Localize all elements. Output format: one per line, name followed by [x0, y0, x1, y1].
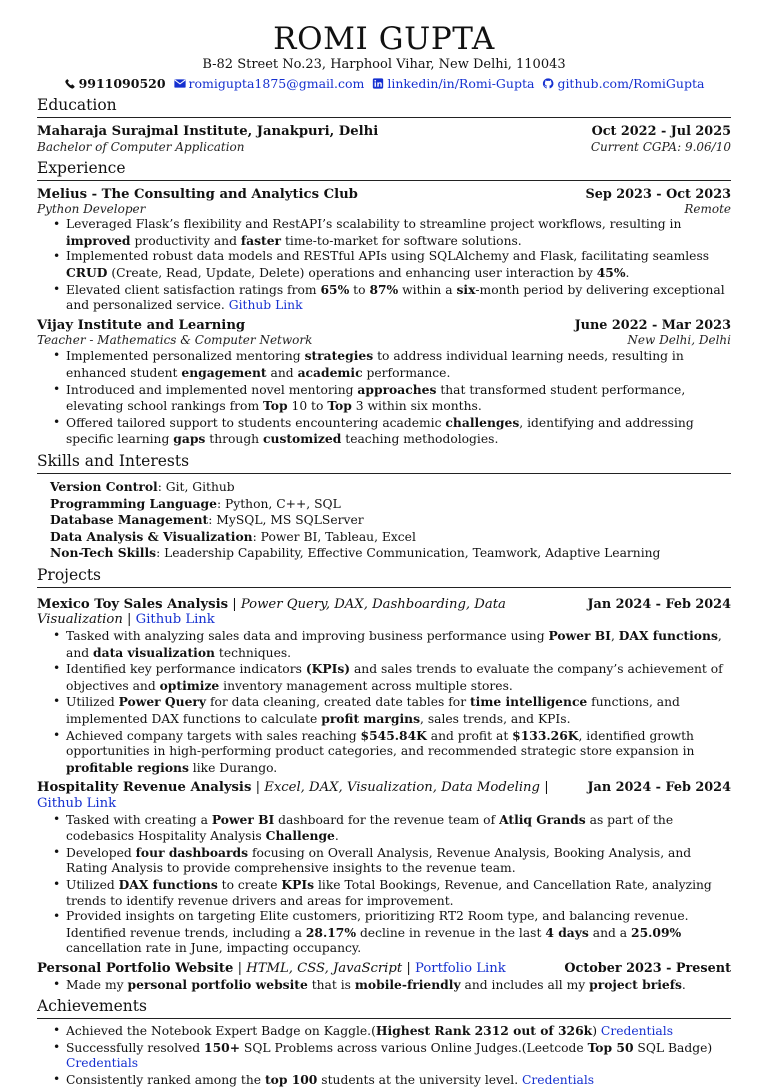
project-entry: Mexico Toy Sales Analysis | Power Query, DAX, Dashboarding, Data Visualization | Github Link Jan 2024 - Feb 2024 • Tasked with analyzing sales data and improving business performance using Power BI, DAX functions, and data visualization techniques. • Identified key performance indicators (KPIs) and sales trends to evaluate the company’s achievement of objectives and optimize inventory management across multiple stores. • Utilized Power Query for data cleaning, created date tables for time intelligence functions, and implemented DAX functions to calculate profit margins, sales trends, and KPIs. • Achieved company targets with sales reaching $545.84K and profit at $133.26K, identified growth opportunities in high-performing product categories, and recommended strategic store expansion in profitable regions like Durango.: [37, 597, 731, 777]
project-tech: Power Query, DAX, Dashboarding, Data Visualization: [37, 596, 506, 628]
project-github-link[interactable]: Github Link: [37, 796, 117, 811]
bullet-list: [66, 348, 731, 448]
bullet-list: [66, 812, 731, 957]
section-heading-experience: Experience: [37, 160, 731, 181]
bullet-list: [66, 217, 731, 314]
list-item: • Utilized Power Query for data cleaning, created date tables for time intelligence functions, and implemented DAX functions to calculate profit margins, sales trends, and KPIs.: [66, 694, 731, 727]
list-item: • Developed four dashboards focusing on Overall Analysis, Revenue Analysis, Booking Analysis, and Rating Analysis to provide comprehensive insights to the revenue team.: [66, 845, 731, 877]
school-name: Maharaja Surajmal Institute, Janakpuri, Delhi: [37, 124, 379, 139]
phone-icon: [64, 78, 76, 89]
section-heading-skills: Skills and Interests: [37, 453, 731, 474]
location: New Delhi, Delhi: [627, 333, 731, 348]
list-item: • Consistently ranked among the top 100 students at the university level. Credentials: [66, 1072, 731, 1089]
candidate-name: ROMI GUPTA: [273, 21, 495, 57]
degree: Bachelor of Computer Application: [37, 139, 245, 154]
project-dates: October 2023 - Present: [564, 960, 731, 976]
organization-name: Melius - The Consulting and Analytics Club: [37, 186, 358, 202]
project-tech: HTML, CSS, JavaScript: [246, 960, 403, 976]
phone-contact[interactable]: [64, 76, 166, 92]
linkedin-icon: [372, 78, 384, 89]
list-item: • Tasked with creating a Power BI dashboard for the revenue team of Atliq Grands as part of the codebasics Hospitality Analysis Challenge.: [66, 812, 731, 845]
envelope-icon: [174, 78, 186, 89]
project-entry: Personal Portfolio Website | HTML, CSS, JavaScript | Portfolio Link October 2023 - Present • Made my personal portfolio website that is mobile-friendly and includes all my project briefs.: [37, 961, 731, 993]
cgpa: Current CGPA: 9.06/10: [590, 139, 731, 154]
portfolio-link[interactable]: Portfolio Link: [414, 960, 506, 976]
github-icon: [542, 78, 554, 89]
email-link[interactable]: [174, 76, 365, 92]
skill-row: Programming Language: Python, C++, SQL: [50, 495, 341, 511]
list-item: • Successfully resolved 150+ SQL Problems across various Online Judges.(Leetcode Top 50 SQL Badge) Credentials: [66, 1040, 731, 1072]
bullet-list: [66, 628, 731, 776]
experience-dates: Sep 2023 - Oct 2023: [585, 186, 731, 202]
list-item: • Achieved the Notebook Expert Badge on Kaggle.(Highest Rank 2312 out of 326k) Credentials: [66, 1023, 731, 1040]
list-item: • Elevated client satisfaction ratings from 65% to 87% within a six-month period by delivering exceptional and personalized service. Github Link: [66, 282, 731, 314]
skill-row: Version Control: Git, Github: [50, 478, 235, 494]
project-title: Mexico Toy Sales Analysis: [37, 596, 229, 612]
list-item: • Made my personal portfolio website that is mobile-friendly and includes all my project briefs.: [66, 977, 731, 994]
linkedin-text: linkedin/in/Romi-Gupta: [387, 76, 535, 91]
role: Python Developer: [37, 202, 146, 217]
experience-entry: [37, 187, 731, 314]
education-entry: [37, 124, 731, 155]
project-title: Hospitality Revenue Analysis: [37, 780, 252, 796]
organization-name: Vijay Institute and Learning: [37, 317, 246, 333]
bullet-list: [66, 977, 731, 994]
list-item: • Utilized DAX functions to create KPIs like Total Bookings, Revenue, and Cancellation Rate, analyzing trends to identify revenue drivers and areas for improvement.: [66, 877, 731, 909]
project-tech: Excel, DAX, Visualization, Data Modeling: [264, 780, 540, 796]
linkedin-link[interactable]: [372, 76, 534, 92]
list-item: • Achieved company targets with sales reaching $545.84K and profit at $133.26K, identified growth opportunities in high-performing product categories, and recommended strategic store expansion in profitable regions like Durango.: [66, 728, 731, 777]
education-dates: Oct 2022 - Jul 2025: [591, 124, 731, 139]
github-project-link[interactable]: Github Link: [228, 298, 303, 313]
list-item: • Provided insights on targeting Elite customers, prioritizing RT2 Room type, and balancing revenue. Identified revenue trends, including a 28.17% decline in revenue in the last 4 days and a 25.09% cancellation rate in June, impacting occupancy.: [66, 909, 731, 957]
experience-dates: June 2022 - Mar 2023: [574, 317, 731, 333]
email-text: romigupta1875@gmail.com: [188, 76, 365, 91]
github-text: github.com/RomiGupta: [557, 76, 705, 91]
list-item: • Leveraged Flask’s flexibility and RestAPI’s scalability to streamline project workflows, resulting in improved productivity and faster time-to-market for software solutions.: [66, 217, 731, 249]
role: Teacher - Mathematics & Computer Network: [37, 333, 313, 348]
list-item: • Identified key performance indicators (KPIs) and sales trends to evaluate the company’s achievement of objectives and optimize inventory management across multiple stores.: [66, 661, 731, 694]
experience-entry: [37, 318, 731, 448]
project-github-link[interactable]: Github Link: [135, 612, 215, 628]
skill-row: Data Analysis & Visualization: Power BI, Tableau, Excel: [50, 528, 416, 544]
achievements-list: [66, 1023, 731, 1088]
list-item: • Offered tailored support to students encountering academic challenges, identifying and addressing specific learning gaps through customized teaching methodologies.: [66, 415, 731, 448]
project-entry: Hospitality Revenue Analysis | Excel, DAX, Visualization, Data Modeling | Github Link Jan 2024 - Feb 2024 • Tasked with creating a Power BI dashboard for the revenue team of Atliq Grands as part of the codebasics Hospitality Analysis Challenge. • Developed four dashboards focusing on Overall Analysis, Revenue Analysis, Booking Analysis, and Rating Analysis to provide comprehensive insights to the revenue team. • Utilized DAX functions to create KPIs like Total Bookings, Revenue, and Cancellation Rate, analyzing trends to identify revenue drivers and areas for improvement. • Provided insights on targeting Elite customers, prioritizing RT2 Room type, and balancing revenue. Identified revenue trends, including a 28.17% decline in revenue in the last 4 days and a 25.09% cancellation rate in June, impacting occupancy.: [37, 780, 731, 957]
phone-number: 9911090520: [78, 76, 166, 91]
list-item: • Implemented personalized mentoring strategies to address individual learning needs, resulting in enhanced student engagement and academic performance.: [66, 348, 731, 381]
skill-row: Database Management: MySQL, MS SQLServer: [50, 512, 364, 528]
contact-bar: [37, 76, 731, 92]
credentials-link[interactable]: Credentials: [522, 1072, 595, 1087]
project-dates: Jan 2024 - Feb 2024: [587, 780, 731, 796]
list-item: • Introduced and implemented novel mentoring approaches that transformed student performance, elevating school rankings from Top 10 to Top 3 within six months.: [66, 382, 731, 415]
location: Remote: [684, 202, 731, 217]
list-item: • Tasked with analyzing sales data and improving business performance using Power BI, DAX functions, and data visualization techniques.: [66, 628, 731, 661]
skill-row: Non-Tech Skills: Leadership Capability, Effective Communication, Teamwork, Adaptive Learning: [50, 545, 661, 561]
section-heading-projects: Projects: [37, 567, 731, 588]
project-title: Personal Portfolio Website: [37, 960, 234, 976]
address: B-82 Street No.23, Harphool Vihar, New Delhi, 110043: [202, 57, 566, 72]
project-dates: Jan 2024 - Feb 2024: [587, 596, 731, 612]
section-heading-education: Education: [37, 97, 731, 118]
credentials-link[interactable]: Credentials: [66, 1056, 139, 1071]
credentials-link[interactable]: Credentials: [600, 1024, 674, 1039]
skills-list: [50, 479, 731, 562]
list-item: • Implemented robust data models and RESTful APIs using SQLAlchemy and Flask, facilitating seamless CRUD (Create, Read, Update, Delete) operations and enhancing user interaction by 45%.: [66, 249, 731, 281]
github-link[interactable]: [542, 76, 704, 92]
section-heading-achievements: Achievements: [37, 998, 731, 1019]
